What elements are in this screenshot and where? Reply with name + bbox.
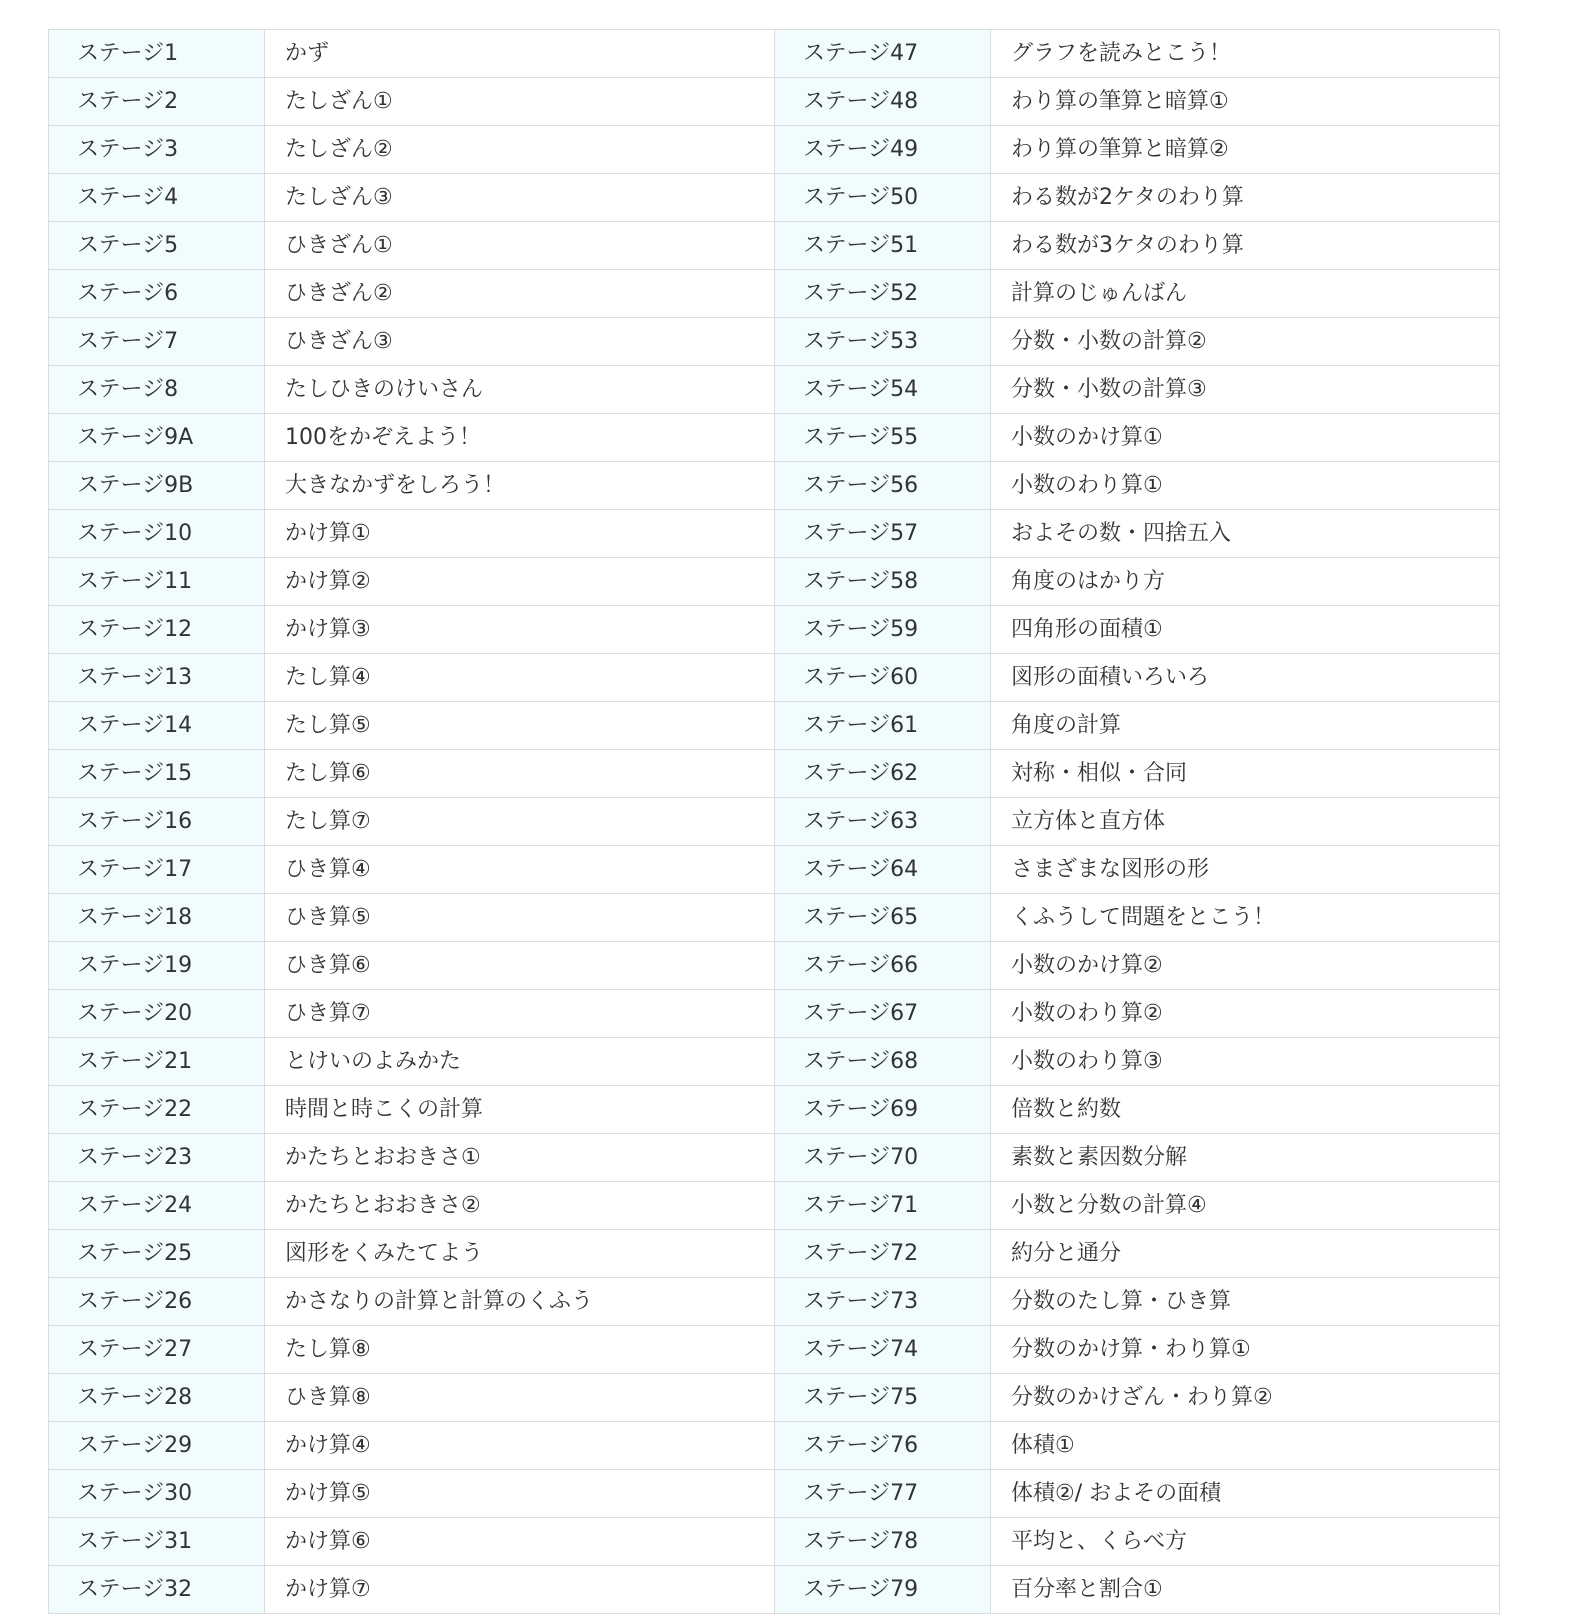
stage-title-left[interactable]: たし算④ xyxy=(265,654,775,702)
table-row xyxy=(49,270,1500,318)
stage-title-left[interactable]: ひき算④ xyxy=(265,846,775,894)
stage-label-right: ステージ50 xyxy=(775,174,991,222)
table-row xyxy=(49,222,1500,270)
stage-label-right: ステージ53 xyxy=(775,318,991,366)
table-row xyxy=(49,750,1500,798)
stage-title-left[interactable]: ひきざん② xyxy=(265,270,775,318)
stage-title-left[interactable]: ひき算⑤ xyxy=(265,894,775,942)
stage-label-right: ステージ73 xyxy=(775,1278,991,1326)
stage-label-right: ステージ67 xyxy=(775,990,991,1038)
table-row xyxy=(49,78,1500,126)
stage-label-left: ステージ18 xyxy=(49,894,265,942)
stage-title-left[interactable]: かけ算⑦ xyxy=(265,1566,775,1614)
table-row xyxy=(49,462,1500,510)
stage-label-left: ステージ28 xyxy=(49,1374,265,1422)
stage-title-left[interactable]: 図形をくみたてよう xyxy=(265,1230,775,1278)
stage-label-left: ステージ29 xyxy=(49,1422,265,1470)
stage-title-left[interactable]: たし算⑥ xyxy=(265,750,775,798)
stage-title-right[interactable]: わる数が2ケタのわり算 xyxy=(991,174,1500,222)
stage-label-right: ステージ57 xyxy=(775,510,991,558)
stage-list-table xyxy=(48,29,1500,1614)
stage-label-left: ステージ22 xyxy=(49,1086,265,1134)
table-row xyxy=(49,1470,1500,1518)
stage-label-left: ステージ12 xyxy=(49,606,265,654)
stage-title-left[interactable]: たしざん③ xyxy=(265,174,775,222)
stage-label-right: ステージ76 xyxy=(775,1422,991,1470)
stage-title-left[interactable]: ひき算⑥ xyxy=(265,942,775,990)
stage-title-right[interactable]: わり算の筆算と暗算② xyxy=(991,126,1500,174)
stage-label-left: ステージ6 xyxy=(49,270,265,318)
stage-label-left: ステージ32 xyxy=(49,1566,265,1614)
stage-label-right: ステージ66 xyxy=(775,942,991,990)
table-row xyxy=(49,318,1500,366)
stage-title-right[interactable]: 四角形の面積① xyxy=(991,606,1500,654)
stage-title-left[interactable]: 時間と時こくの計算 xyxy=(265,1086,775,1134)
stage-label-right: ステージ72 xyxy=(775,1230,991,1278)
stage-title-right[interactable]: さまざまな図形の形 xyxy=(991,846,1500,894)
stage-title-right[interactable]: 対称・相似・合同 xyxy=(991,750,1500,798)
stage-title-left[interactable]: かけ算① xyxy=(265,510,775,558)
table-row xyxy=(49,174,1500,222)
stage-label-left: ステージ25 xyxy=(49,1230,265,1278)
table-row xyxy=(49,1182,1500,1230)
stage-label-right: ステージ58 xyxy=(775,558,991,606)
table-row xyxy=(49,414,1500,462)
stage-title-right[interactable]: 小数のかけ算② xyxy=(991,942,1500,990)
table-row xyxy=(49,1374,1500,1422)
stage-title-right[interactable]: 小数のわり算③ xyxy=(991,1038,1500,1086)
stage-title-right[interactable]: 分数のかけ算・わり算① xyxy=(991,1326,1500,1374)
stage-title-left[interactable]: かけ算② xyxy=(265,558,775,606)
stage-label-left: ステージ8 xyxy=(49,366,265,414)
table-row xyxy=(49,510,1500,558)
stage-title-right[interactable]: 計算のじゅんばん xyxy=(991,270,1500,318)
stage-title-right[interactable]: 分数・小数の計算③ xyxy=(991,366,1500,414)
table-row xyxy=(49,798,1500,846)
stage-title-right[interactable]: わり算の筆算と暗算① xyxy=(991,78,1500,126)
stage-label-left: ステージ30 xyxy=(49,1470,265,1518)
stage-title-left[interactable]: かさなりの計算と計算のくふう xyxy=(265,1278,775,1326)
stage-label-right: ステージ54 xyxy=(775,366,991,414)
stage-title-right[interactable]: 平均と、くらべ方 xyxy=(991,1518,1500,1566)
stage-title-right[interactable]: 分数のかけざん・わり算② xyxy=(991,1374,1500,1422)
stage-label-left: ステージ14 xyxy=(49,702,265,750)
stage-label-right: ステージ47 xyxy=(775,30,991,78)
stage-title-left[interactable]: かけ算⑥ xyxy=(265,1518,775,1566)
stage-title-left[interactable]: ひきざん③ xyxy=(265,318,775,366)
table-row xyxy=(49,1038,1500,1086)
table-row xyxy=(49,1278,1500,1326)
stage-label-left: ステージ23 xyxy=(49,1134,265,1182)
table-row xyxy=(49,654,1500,702)
stage-title-left[interactable]: かけ算⑤ xyxy=(265,1470,775,1518)
stage-label-right: ステージ74 xyxy=(775,1326,991,1374)
stage-label-left: ステージ21 xyxy=(49,1038,265,1086)
stage-label-left: ステージ9B xyxy=(49,462,265,510)
stage-title-right[interactable]: 角度のはかり方 xyxy=(991,558,1500,606)
stage-title-right[interactable]: 角度の計算 xyxy=(991,702,1500,750)
stage-label-right: ステージ63 xyxy=(775,798,991,846)
stage-label-right: ステージ78 xyxy=(775,1518,991,1566)
stage-title-right[interactable]: 小数のわり算② xyxy=(991,990,1500,1038)
stage-title-left[interactable]: たし算⑤ xyxy=(265,702,775,750)
stage-label-right: ステージ77 xyxy=(775,1470,991,1518)
table-row xyxy=(49,1086,1500,1134)
stage-title-right[interactable]: 小数と分数の計算④ xyxy=(991,1182,1500,1230)
stage-label-right: ステージ75 xyxy=(775,1374,991,1422)
stage-label-left: ステージ16 xyxy=(49,798,265,846)
stage-label-left: ステージ26 xyxy=(49,1278,265,1326)
table-row xyxy=(49,990,1500,1038)
stage-title-right[interactable]: およその数・四捨五入 xyxy=(991,510,1500,558)
stage-title-right[interactable]: 体積① xyxy=(991,1422,1500,1470)
stage-label-right: ステージ70 xyxy=(775,1134,991,1182)
stage-title-right[interactable]: 小数のかけ算① xyxy=(991,414,1500,462)
stage-title-right[interactable]: 分数のたし算・ひき算 xyxy=(991,1278,1500,1326)
stage-label-left: ステージ11 xyxy=(49,558,265,606)
stage-label-right: ステージ69 xyxy=(775,1086,991,1134)
stage-title-right[interactable]: 約分と通分 xyxy=(991,1230,1500,1278)
table-row xyxy=(49,558,1500,606)
table-row xyxy=(49,606,1500,654)
stage-label-right: ステージ52 xyxy=(775,270,991,318)
stage-label-right: ステージ48 xyxy=(775,78,991,126)
stage-label-right: ステージ49 xyxy=(775,126,991,174)
table-row xyxy=(49,846,1500,894)
stage-title-left[interactable]: かたちとおおきさ② xyxy=(265,1182,775,1230)
table-row xyxy=(49,1134,1500,1182)
table-row xyxy=(49,366,1500,414)
stage-title-right[interactable]: 倍数と約数 xyxy=(991,1086,1500,1134)
stage-title-left[interactable]: かけ算③ xyxy=(265,606,775,654)
stage-title-right[interactable]: 立方体と直方体 xyxy=(991,798,1500,846)
stage-title-left[interactable]: ひき算⑦ xyxy=(265,990,775,1038)
stage-title-right[interactable]: 小数のわり算① xyxy=(991,462,1500,510)
stage-title-left[interactable]: ひきざん① xyxy=(265,222,775,270)
stage-title-left[interactable]: ひき算⑧ xyxy=(265,1374,775,1422)
stage-label-left: ステージ27 xyxy=(49,1326,265,1374)
stage-title-right[interactable]: 図形の面積いろいろ xyxy=(991,654,1500,702)
stage-label-left: ステージ4 xyxy=(49,174,265,222)
table-row xyxy=(49,1230,1500,1278)
table-row xyxy=(49,894,1500,942)
stage-label-right: ステージ60 xyxy=(775,654,991,702)
stage-label-left: ステージ10 xyxy=(49,510,265,558)
stage-title-right[interactable]: くふうして問題をとこう！ xyxy=(991,894,1500,942)
stage-label-left: ステージ9A xyxy=(49,414,265,462)
stage-title-right[interactable]: グラフを読みとこう！ xyxy=(991,30,1500,78)
stage-label-right: ステージ61 xyxy=(775,702,991,750)
table-row xyxy=(49,126,1500,174)
table-row xyxy=(49,1518,1500,1566)
table-row xyxy=(49,1566,1500,1614)
stage-label-left: ステージ13 xyxy=(49,654,265,702)
stage-label-left: ステージ19 xyxy=(49,942,265,990)
stage-label-left: ステージ5 xyxy=(49,222,265,270)
stage-title-right[interactable]: 百分率と割合① xyxy=(991,1566,1500,1614)
table-row xyxy=(49,702,1500,750)
stage-label-right: ステージ65 xyxy=(775,894,991,942)
stage-title-left[interactable]: たし算⑧ xyxy=(265,1326,775,1374)
stage-title-left[interactable]: たしざん① xyxy=(265,78,775,126)
stage-label-right: ステージ68 xyxy=(775,1038,991,1086)
stage-title-left[interactable]: たしざん② xyxy=(265,126,775,174)
stage-title-left[interactable]: とけいのよみかた xyxy=(265,1038,775,1086)
stage-label-left: ステージ31 xyxy=(49,1518,265,1566)
stage-label-left: ステージ17 xyxy=(49,846,265,894)
stage-label-right: ステージ64 xyxy=(775,846,991,894)
stage-title-right[interactable]: わる数が3ケタのわり算 xyxy=(991,222,1500,270)
stage-label-right: ステージ71 xyxy=(775,1182,991,1230)
stage-title-right[interactable]: 素数と素因数分解 xyxy=(991,1134,1500,1182)
stage-title-left[interactable]: かたちとおおきさ① xyxy=(265,1134,775,1182)
stage-title-left[interactable]: たしひきのけいさん xyxy=(265,366,775,414)
stage-title-left[interactable]: 大きなかずをしろう！ xyxy=(265,462,775,510)
stage-label-right: ステージ79 xyxy=(775,1566,991,1614)
stage-label-left: ステージ1 xyxy=(49,30,265,78)
stage-title-left[interactable]: たし算⑦ xyxy=(265,798,775,846)
stage-label-left: ステージ3 xyxy=(49,126,265,174)
stage-label-right: ステージ55 xyxy=(775,414,991,462)
stage-label-right: ステージ59 xyxy=(775,606,991,654)
table-row xyxy=(49,1326,1500,1374)
table-row xyxy=(49,942,1500,990)
table-row xyxy=(49,30,1500,78)
stage-label-right: ステージ56 xyxy=(775,462,991,510)
stage-label-right: ステージ51 xyxy=(775,222,991,270)
stage-title-right[interactable]: 分数・小数の計算② xyxy=(991,318,1500,366)
stage-title-left[interactable]: 100をかぞえよう！ xyxy=(265,414,775,462)
stage-label-left: ステージ15 xyxy=(49,750,265,798)
stage-label-left: ステージ7 xyxy=(49,318,265,366)
stage-title-left[interactable]: かず xyxy=(265,30,775,78)
stage-label-left: ステージ20 xyxy=(49,990,265,1038)
stage-list-body xyxy=(49,30,1500,1614)
stage-label-left: ステージ24 xyxy=(49,1182,265,1230)
stage-title-left[interactable]: かけ算④ xyxy=(265,1422,775,1470)
stage-label-left: ステージ2 xyxy=(49,78,265,126)
table-row xyxy=(49,1422,1500,1470)
stage-label-right: ステージ62 xyxy=(775,750,991,798)
stage-title-right[interactable]: 体積②/ およその面積 xyxy=(991,1470,1500,1518)
